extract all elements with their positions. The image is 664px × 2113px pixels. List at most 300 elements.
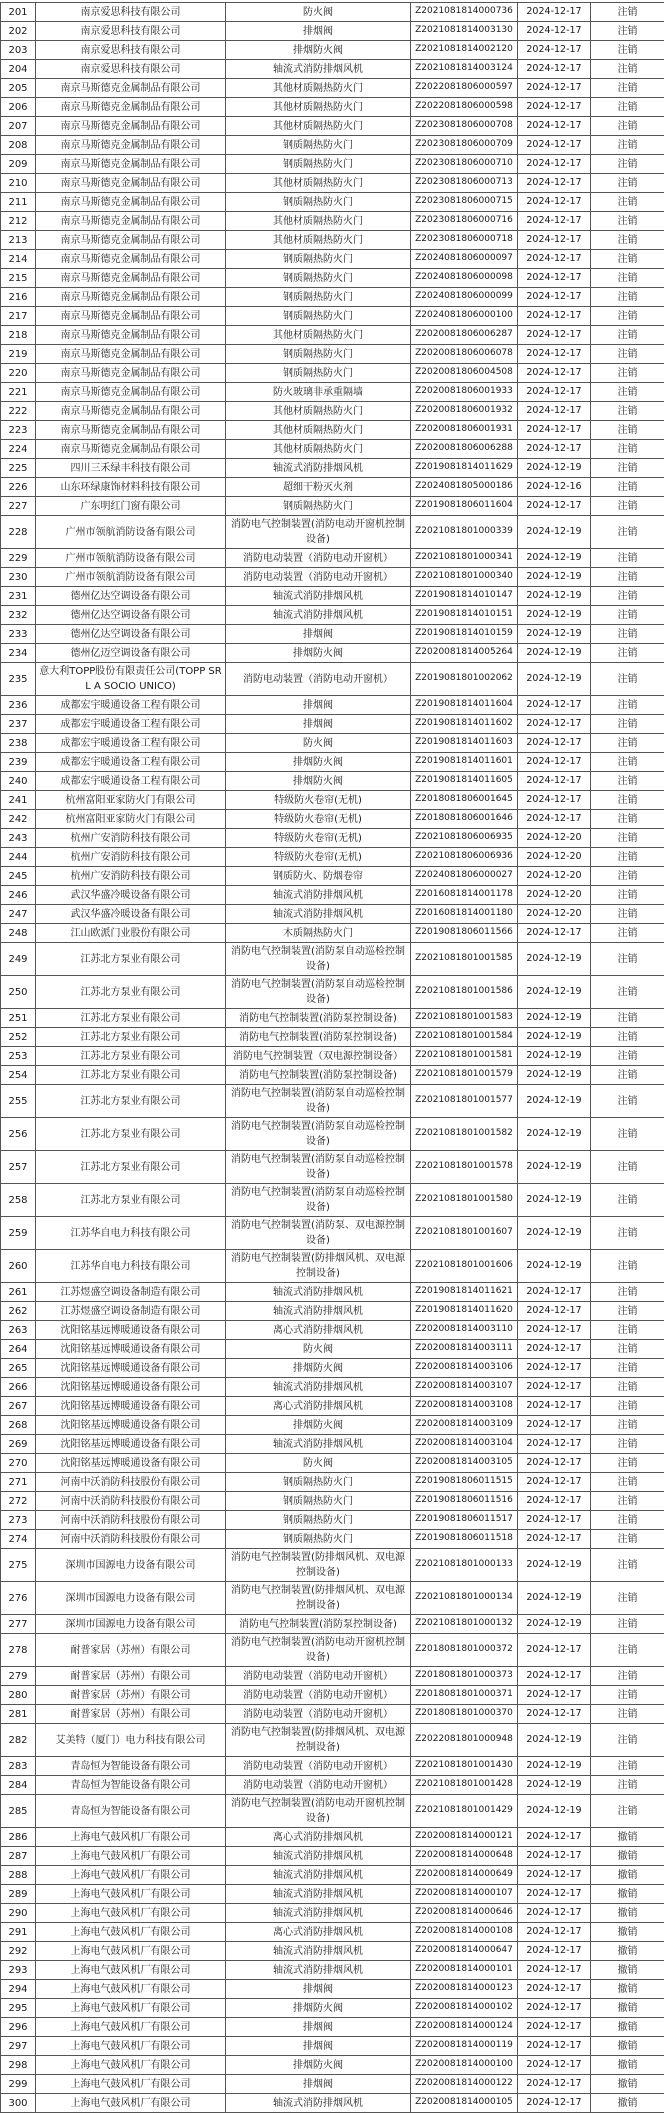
cell-seq: 253	[1, 1047, 36, 1066]
cell-status: 注销	[591, 1340, 664, 1359]
cell-date: 2024-12-19	[518, 1047, 591, 1066]
cell-company: 上海电气鼓风机厂有限公司	[36, 1923, 226, 1942]
cell-product: 排烟防火阀	[226, 753, 411, 772]
cell-seq: 250	[1, 976, 36, 1009]
cell-date: 2024-12-17	[518, 383, 591, 402]
cell-product: 轴流式消防排烟风机	[226, 459, 411, 478]
cell-status: 注销	[591, 1378, 664, 1397]
cell-date: 2024-12-17	[518, 231, 591, 250]
table-row	[1, 772, 664, 791]
cell-status: 注销	[591, 753, 664, 772]
cell-seq: 271	[1, 1473, 36, 1492]
cell-date: 2024-12-17	[518, 1885, 591, 1904]
cell-seq: 246	[1, 886, 36, 905]
cell-cert_no: Z2021081801001584	[411, 1028, 518, 1047]
cell-company: 南京马斯德克金属制品有限公司	[36, 250, 226, 269]
cell-company: 成都宏宇暖通设备工程有限公司	[36, 715, 226, 734]
cell-product: 排烟防火阀	[226, 1416, 411, 1435]
cell-product: 特级防火卷帘(无机)	[226, 791, 411, 810]
cell-seq: 212	[1, 212, 36, 231]
cell-status: 注销	[591, 1582, 664, 1615]
cell-seq: 238	[1, 734, 36, 753]
cell-seq: 296	[1, 2018, 36, 2037]
cell-seq: 278	[1, 1634, 36, 1667]
cell-date: 2024-12-17	[518, 1283, 591, 1302]
cell-cert_no: Z2018081801000370	[411, 1705, 518, 1724]
cell-status: 注销	[591, 1795, 664, 1828]
cell-seq: 220	[1, 364, 36, 383]
cell-company: 上海电气鼓风机厂有限公司	[36, 2037, 226, 2056]
cell-status: 注销	[591, 696, 664, 715]
cell-seq: 202	[1, 22, 36, 41]
cell-cert_no: Z2019081806011604	[411, 497, 518, 516]
table-row	[1, 753, 664, 772]
cell-product: 排烟阀	[226, 2037, 411, 2056]
cell-cert_no: Z2020081814000648	[411, 1847, 518, 1866]
cell-date: 2024-12-17	[518, 41, 591, 60]
cell-status: 注销	[591, 734, 664, 753]
cell-cert_no: Z2019081814011601	[411, 753, 518, 772]
cell-date: 2024-12-17	[518, 440, 591, 459]
cell-status: 注销	[591, 772, 664, 791]
table-row	[1, 1549, 664, 1582]
table-row	[1, 364, 664, 383]
cell-status: 注销	[591, 155, 664, 174]
cell-seq: 260	[1, 1250, 36, 1283]
cell-status: 注销	[591, 1283, 664, 1302]
table-row	[1, 1359, 664, 1378]
cell-date: 2024-12-19	[518, 587, 591, 606]
cell-date: 2024-12-19	[518, 1066, 591, 1085]
table-row	[1, 2075, 664, 2094]
cell-status: 注销	[591, 1686, 664, 1705]
cell-date: 2024-12-17	[518, 421, 591, 440]
table-row	[1, 924, 664, 943]
cell-date: 2024-12-17	[518, 2018, 591, 2037]
cell-cert_no: Z2019081814011620	[411, 1302, 518, 1321]
cell-status: 注销	[591, 1473, 664, 1492]
table-row	[1, 1667, 664, 1686]
cell-seq: 288	[1, 1866, 36, 1885]
cell-product: 消防电气控制装置(防排烟风机、双电源控制设备)	[226, 1582, 411, 1615]
cell-cert_no: Z2019081814010151	[411, 606, 518, 625]
table-row	[1, 307, 664, 326]
cell-status: 注销	[591, 307, 664, 326]
cell-status: 注销	[591, 1511, 664, 1530]
cell-status: 注销	[591, 497, 664, 516]
cell-cert_no: Z2021081801001429	[411, 1795, 518, 1828]
cell-product: 消防电气控制装置(消防泵自动巡检控制设备)	[226, 976, 411, 1009]
cell-date: 2024-12-17	[518, 924, 591, 943]
cell-status: 注销	[591, 568, 664, 587]
cell-status: 注销	[591, 1047, 664, 1066]
cell-date: 2024-12-17	[518, 3, 591, 22]
cell-company: 南京马斯德克金属制品有限公司	[36, 155, 226, 174]
table-row	[1, 516, 664, 549]
table-row	[1, 1615, 664, 1634]
cell-status: 撤销	[591, 1866, 664, 1885]
table-row	[1, 2094, 664, 2113]
cell-status: 注销	[591, 549, 664, 568]
cell-status: 撤销	[591, 1847, 664, 1866]
cell-cert_no: Z2021081814000736	[411, 3, 518, 22]
cell-status: 注销	[591, 625, 664, 644]
cell-status: 注销	[591, 791, 664, 810]
cell-company: 南京马斯德克金属制品有限公司	[36, 288, 226, 307]
cell-date: 2024-12-17	[518, 402, 591, 421]
table-row	[1, 345, 664, 364]
cell-product: 轴流式消防排烟风机	[226, 905, 411, 924]
cell-status: 注销	[591, 1615, 664, 1634]
cell-date: 2024-12-19	[518, 1615, 591, 1634]
cell-status: 撤销	[591, 1828, 664, 1847]
cell-seq: 203	[1, 41, 36, 60]
cell-date: 2024-12-17	[518, 1942, 591, 1961]
cell-cert_no: Z2020081814000124	[411, 2018, 518, 2037]
cell-seq: 295	[1, 1999, 36, 2018]
cell-product: 木质隔热防火门	[226, 924, 411, 943]
cell-company: 江苏华自电力科技有限公司	[36, 1250, 226, 1283]
cell-company: 青岛恒为智能设备有限公司	[36, 1776, 226, 1795]
cell-product: 钢质隔热防火门	[226, 345, 411, 364]
cell-seq: 232	[1, 606, 36, 625]
cell-company: 耐普家居（苏州）有限公司	[36, 1705, 226, 1724]
cell-seq: 261	[1, 1283, 36, 1302]
cell-company: 江山欧派门业股份有限公司	[36, 924, 226, 943]
cell-status: 注销	[591, 117, 664, 136]
cell-product: 钢质隔热防火门	[226, 155, 411, 174]
cell-seq: 285	[1, 1795, 36, 1828]
cell-date: 2024-12-17	[518, 1340, 591, 1359]
cell-product: 钢质隔热防火门	[226, 1492, 411, 1511]
cell-company: 武汉华盛冷暖设备有限公司	[36, 886, 226, 905]
cell-seq: 242	[1, 810, 36, 829]
table-row	[1, 2018, 664, 2037]
cell-company: 艾美特（厦门）电力科技有限公司	[36, 1724, 226, 1757]
cell-cert_no: Z2020081806001931	[411, 421, 518, 440]
cell-product: 防火阀	[226, 734, 411, 753]
cell-seq: 291	[1, 1923, 36, 1942]
table-row	[1, 1705, 664, 1724]
cell-seq: 258	[1, 1184, 36, 1217]
cell-cert_no: Z2019081801002062	[411, 663, 518, 696]
cell-company: 南京马斯德克金属制品有限公司	[36, 269, 226, 288]
cell-company: 上海电气鼓风机厂有限公司	[36, 2056, 226, 2075]
cell-company: 南京爱思科技有限公司	[36, 3, 226, 22]
cell-product: 消防电气控制装置(消防泵控制设备)	[226, 1066, 411, 1085]
cell-seq: 274	[1, 1530, 36, 1549]
table-row	[1, 1492, 664, 1511]
cell-seq: 241	[1, 791, 36, 810]
table-row	[1, 1217, 664, 1250]
cell-date: 2024-12-20	[518, 867, 591, 886]
cell-seq: 204	[1, 60, 36, 79]
cell-date: 2024-12-17	[518, 791, 591, 810]
cell-company: 成都宏宇暖通设备工程有限公司	[36, 696, 226, 715]
cell-company: 河南中沃消防科技股份有限公司	[36, 1511, 226, 1530]
table-row	[1, 1999, 664, 2018]
cell-date: 2024-12-17	[518, 2056, 591, 2075]
cell-date: 2024-12-19	[518, 1250, 591, 1283]
cell-product: 轴流式消防排烟风机	[226, 1866, 411, 1885]
cell-cert_no: Z2021081801001578	[411, 1151, 518, 1184]
cell-seq: 209	[1, 155, 36, 174]
cell-company: 杭州富阳亚家防火门有限公司	[36, 810, 226, 829]
cell-status: 撤销	[591, 1961, 664, 1980]
table-row	[1, 943, 664, 976]
table-row	[1, 41, 664, 60]
cell-company: 南京马斯德克金属制品有限公司	[36, 383, 226, 402]
cell-company: 南京马斯德克金属制品有限公司	[36, 402, 226, 421]
cell-product: 其他材质隔热防火门	[226, 212, 411, 231]
table-row	[1, 867, 664, 886]
cell-date: 2024-12-19	[518, 606, 591, 625]
cell-cert_no: Z2022081806000597	[411, 79, 518, 98]
table-row	[1, 1454, 664, 1473]
cell-company: 上海电气鼓风机厂有限公司	[36, 1847, 226, 1866]
cell-seq: 251	[1, 1009, 36, 1028]
cell-company: 南京马斯德克金属制品有限公司	[36, 136, 226, 155]
cell-cert_no: Z2021081801001579	[411, 1066, 518, 1085]
cell-product: 排烟阀	[226, 2018, 411, 2037]
table-row	[1, 644, 664, 663]
cell-company: 成都宏宇暖通设备工程有限公司	[36, 753, 226, 772]
cell-cert_no: Z2020081814003104	[411, 1435, 518, 1454]
cell-company: 上海电气鼓风机厂有限公司	[36, 2075, 226, 2094]
table-row	[1, 1686, 664, 1705]
cell-product: 轴流式消防排烟风机	[226, 1302, 411, 1321]
cell-seq: 266	[1, 1378, 36, 1397]
cell-product: 轴流式消防排烟风机	[226, 606, 411, 625]
table-row	[1, 1283, 664, 1302]
cell-cert_no: Z2024081806000098	[411, 269, 518, 288]
cell-cert_no: Z2020081814000646	[411, 1904, 518, 1923]
cell-seq: 247	[1, 905, 36, 924]
cell-product: 消防电气控制装置(消防泵自动巡检控制设备)	[226, 943, 411, 976]
cell-status: 注销	[591, 60, 664, 79]
cell-status: 注销	[591, 715, 664, 734]
table-row	[1, 1416, 664, 1435]
cell-date: 2024-12-19	[518, 1151, 591, 1184]
cell-seq: 245	[1, 867, 36, 886]
cell-cert_no: Z2023081806000709	[411, 136, 518, 155]
cell-status: 注销	[591, 1118, 664, 1151]
cell-date: 2024-12-17	[518, 1321, 591, 1340]
table-row	[1, 1795, 664, 1828]
cell-company: 德州亿迈空调设备有限公司	[36, 644, 226, 663]
cell-company: 上海电气鼓风机厂有限公司	[36, 1961, 226, 1980]
cell-date: 2024-12-20	[518, 886, 591, 905]
cell-cert_no: Z2021081806006935	[411, 829, 518, 848]
table-row	[1, 250, 664, 269]
cell-cert_no: Z2020081814003107	[411, 1378, 518, 1397]
cell-cert_no: Z2018081801000373	[411, 1667, 518, 1686]
cell-seq: 206	[1, 98, 36, 117]
cell-cert_no: Z2019081806011517	[411, 1511, 518, 1530]
table-row	[1, 2056, 664, 2075]
table-row	[1, 231, 664, 250]
cell-cert_no: Z2021081801001581	[411, 1047, 518, 1066]
cell-company: 江苏北方泵业有限公司	[36, 1118, 226, 1151]
cell-company: 南京马斯德克金属制品有限公司	[36, 440, 226, 459]
cell-product: 消防电气控制装置(消防电动开窗机控制设备)	[226, 1634, 411, 1667]
cell-date: 2024-12-16	[518, 478, 591, 497]
cell-status: 撤销	[591, 1904, 664, 1923]
cell-seq: 277	[1, 1615, 36, 1634]
table-row	[1, 1634, 664, 1667]
cell-status: 注销	[591, 1009, 664, 1028]
cell-cert_no: Z2021081801000134	[411, 1582, 518, 1615]
table-row	[1, 22, 664, 41]
table-row	[1, 193, 664, 212]
cell-date: 2024-12-17	[518, 345, 591, 364]
cell-seq: 300	[1, 2094, 36, 2113]
cell-company: 南京马斯德克金属制品有限公司	[36, 98, 226, 117]
cell-cert_no: Z2019081814010159	[411, 625, 518, 644]
cell-date: 2024-12-17	[518, 696, 591, 715]
cell-date: 2024-12-17	[518, 715, 591, 734]
cell-product: 轴流式消防排烟风机	[226, 1904, 411, 1923]
cell-seq: 290	[1, 1904, 36, 1923]
cell-cert_no: Z2020081814003111	[411, 1340, 518, 1359]
cell-cert_no: Z2020081814000101	[411, 1961, 518, 1980]
cell-seq: 201	[1, 3, 36, 22]
cell-date: 2024-12-17	[518, 326, 591, 345]
table-row	[1, 905, 664, 924]
cell-seq: 233	[1, 625, 36, 644]
cell-status: 注销	[591, 383, 664, 402]
cell-company: 河南中沃消防科技股份有限公司	[36, 1530, 226, 1549]
cell-date: 2024-12-19	[518, 1776, 591, 1795]
cell-cert_no: Z2020081806004508	[411, 364, 518, 383]
cell-status: 注销	[591, 905, 664, 924]
cell-seq: 293	[1, 1961, 36, 1980]
cell-status: 注销	[591, 1492, 664, 1511]
cell-product: 排烟防火阀	[226, 2056, 411, 2075]
cell-seq: 222	[1, 402, 36, 421]
cell-seq: 267	[1, 1397, 36, 1416]
cell-date: 2024-12-17	[518, 1397, 591, 1416]
cell-product: 超细干粉灭火剂	[226, 478, 411, 497]
cell-date: 2024-12-17	[518, 1530, 591, 1549]
cell-company: 杭州广安消防科技有限公司	[36, 829, 226, 848]
cell-company: 江苏北方泵业有限公司	[36, 976, 226, 1009]
cell-product: 消防电气控制装置(消防泵控制设备)	[226, 1615, 411, 1634]
cell-cert_no: Z2020081814000100	[411, 2056, 518, 2075]
cell-company: 青岛恒为智能设备有限公司	[36, 1757, 226, 1776]
cell-date: 2024-12-17	[518, 1634, 591, 1667]
cell-cert_no: Z2020081814000647	[411, 1942, 518, 1961]
table-row	[1, 1885, 664, 1904]
cell-seq: 279	[1, 1667, 36, 1686]
cell-status: 注销	[591, 193, 664, 212]
cell-seq: 294	[1, 1980, 36, 1999]
table-row	[1, 1250, 664, 1283]
cell-product: 轴流式消防排烟风机	[226, 1283, 411, 1302]
cell-date: 2024-12-17	[518, 1847, 591, 1866]
cell-status: 撤销	[591, 2094, 664, 2113]
cell-seq: 239	[1, 753, 36, 772]
cell-product: 其他材质隔热防火门	[226, 421, 411, 440]
cell-product: 离心式消防排烟风机	[226, 1321, 411, 1340]
cell-company: 上海电气鼓风机厂有限公司	[36, 1980, 226, 1999]
cell-date: 2024-12-17	[518, 497, 591, 516]
cell-cert_no: Z2020081806006288	[411, 440, 518, 459]
cell-status: 注销	[591, 606, 664, 625]
cell-seq: 284	[1, 1776, 36, 1795]
cell-product: 其他材质隔热防火门	[226, 231, 411, 250]
cell-status: 注销	[591, 440, 664, 459]
cell-date: 2024-12-19	[518, 625, 591, 644]
cell-product: 离心式消防排烟风机	[226, 1397, 411, 1416]
table-row	[1, 1724, 664, 1757]
cell-status: 注销	[591, 810, 664, 829]
cell-product: 防火玻璃非承重隔墙	[226, 383, 411, 402]
table-row	[1, 326, 664, 345]
cell-cert_no: Z2023081806000715	[411, 193, 518, 212]
cell-cert_no: Z2020081814003106	[411, 1359, 518, 1378]
cell-cert_no: Z2021081801001585	[411, 943, 518, 976]
cell-seq: 270	[1, 1454, 36, 1473]
table-row	[1, 1009, 664, 1028]
table-row	[1, 1028, 664, 1047]
cell-seq: 269	[1, 1435, 36, 1454]
cell-date: 2024-12-17	[518, 1667, 591, 1686]
cell-company: 南京爱思科技有限公司	[36, 41, 226, 60]
cell-seq: 298	[1, 2056, 36, 2075]
cell-cert_no: Z2019081806011516	[411, 1492, 518, 1511]
cell-company: 沈阳铭基远博暖通设备有限公司	[36, 1378, 226, 1397]
cell-product: 消防电气控制装置(消防泵控制设备)	[226, 1009, 411, 1028]
table-row	[1, 1866, 664, 1885]
cell-product: 消防电动装置（消防电动开窗机）	[226, 549, 411, 568]
table-row	[1, 1435, 664, 1454]
cell-seq: 275	[1, 1549, 36, 1582]
cell-cert_no: Z2021081814003130	[411, 22, 518, 41]
cell-status: 注销	[591, 644, 664, 663]
cell-seq: 224	[1, 440, 36, 459]
cell-company: 耐普家居（苏州）有限公司	[36, 1634, 226, 1667]
cell-company: 南京马斯德克金属制品有限公司	[36, 174, 226, 193]
cell-cert_no: Z2020081814000121	[411, 1828, 518, 1847]
cell-cert_no: Z2020081814000123	[411, 1980, 518, 1999]
cell-company: 广州市领航消防设备有限公司	[36, 516, 226, 549]
cell-product: 轴流式消防排烟风机	[226, 1378, 411, 1397]
cell-status: 撤销	[591, 2018, 664, 2037]
cell-product: 钢质隔热防火门	[226, 497, 411, 516]
cell-date: 2024-12-17	[518, 1511, 591, 1530]
cell-seq: 213	[1, 231, 36, 250]
cell-seq: 256	[1, 1118, 36, 1151]
cell-seq: 299	[1, 2075, 36, 2094]
cell-status: 注销	[591, 1634, 664, 1667]
cell-cert_no: Z2021081806006936	[411, 848, 518, 867]
cell-product: 排烟阀	[226, 625, 411, 644]
cell-cert_no: Z2023081806000708	[411, 117, 518, 136]
cell-company: 南京马斯德克金属制品有限公司	[36, 307, 226, 326]
cell-product: 其他材质隔热防火门	[226, 79, 411, 98]
cell-seq: 229	[1, 549, 36, 568]
table-row	[1, 117, 664, 136]
cell-product: 轴流式消防排烟风机	[226, 1847, 411, 1866]
cell-seq: 216	[1, 288, 36, 307]
cell-seq: 276	[1, 1582, 36, 1615]
cell-product: 其他材质隔热防火门	[226, 117, 411, 136]
cell-status: 注销	[591, 1066, 664, 1085]
table-row	[1, 1828, 664, 1847]
cell-product: 排烟阀	[226, 2075, 411, 2094]
cell-seq: 231	[1, 587, 36, 606]
